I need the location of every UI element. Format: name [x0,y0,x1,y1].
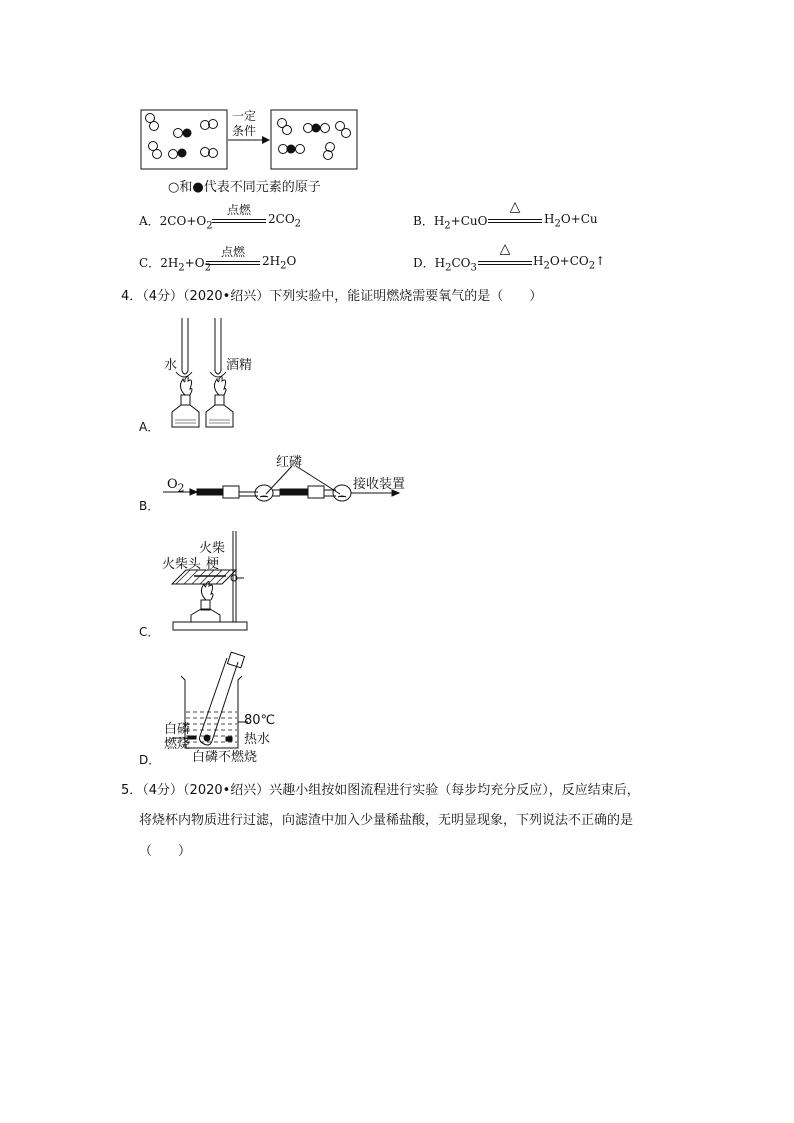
option-b: B．$H_2+CuO$ [413,214,488,232]
particle-legend: ○和●代表不同元素的原子 [168,180,321,195]
red-phosphorus-label: 红磷 [276,455,303,470]
question-5-line-3: （ ） [139,844,192,859]
option-4a-label: A． [139,420,160,434]
arrow-label-bottom: 条件 [232,124,257,138]
o2-label: $O_2$ [167,477,185,495]
white-p-label: 白磷 [164,722,191,737]
hot-water-label: 热水 [244,732,271,747]
option-4b-label: B． [139,499,160,513]
match-head-label: 火柴头 [162,557,202,572]
receiver-label: 接收装置 [353,477,406,492]
option-4d-label: D． [139,753,161,767]
match-stem-label: 梗 [206,557,220,572]
question-4-stem: 4．（4分）（2020•绍兴）下列实验中，能证明燃烧需要氧气的是（ ） [121,289,543,304]
filled-atom-icon: ● [192,180,204,195]
water-label: 水 [164,358,178,373]
match-top-label: 火柴 [199,541,226,556]
question-5-line-2: 将烧杯内物质进行过滤，向滤渣中加入少量稀盐酸，无明显现象，下列说法不正确的是 [139,813,634,828]
option-a: A．$2CO+O_2$ [139,214,213,232]
no-burn-label: 白磷不燃烧 [192,750,258,765]
question-5-line-1: 5．（4分）（2020•绍兴）兴趣小组按如图流程进行实验（每步均充分反应），反应结束后， [121,783,640,798]
open-atom-icon: ○ [168,180,180,195]
burn-label: 燃烧 [164,737,191,752]
option-b-condition: △ [509,199,521,215]
option-d-condition: △ [499,241,511,257]
option-a-condition: 点燃 [226,203,251,217]
option-c: C．$2H_2+O_2$ [139,256,211,274]
temperature-label: 80℃ [244,713,276,728]
option-4c-label: C． [139,625,160,639]
option-c-condition: 点燃 [220,245,245,259]
alcohol-label: 酒精 [226,358,253,373]
option-d: D．$H_2CO_3$ [413,256,477,274]
arrow-label-top: 一定 [232,109,257,123]
